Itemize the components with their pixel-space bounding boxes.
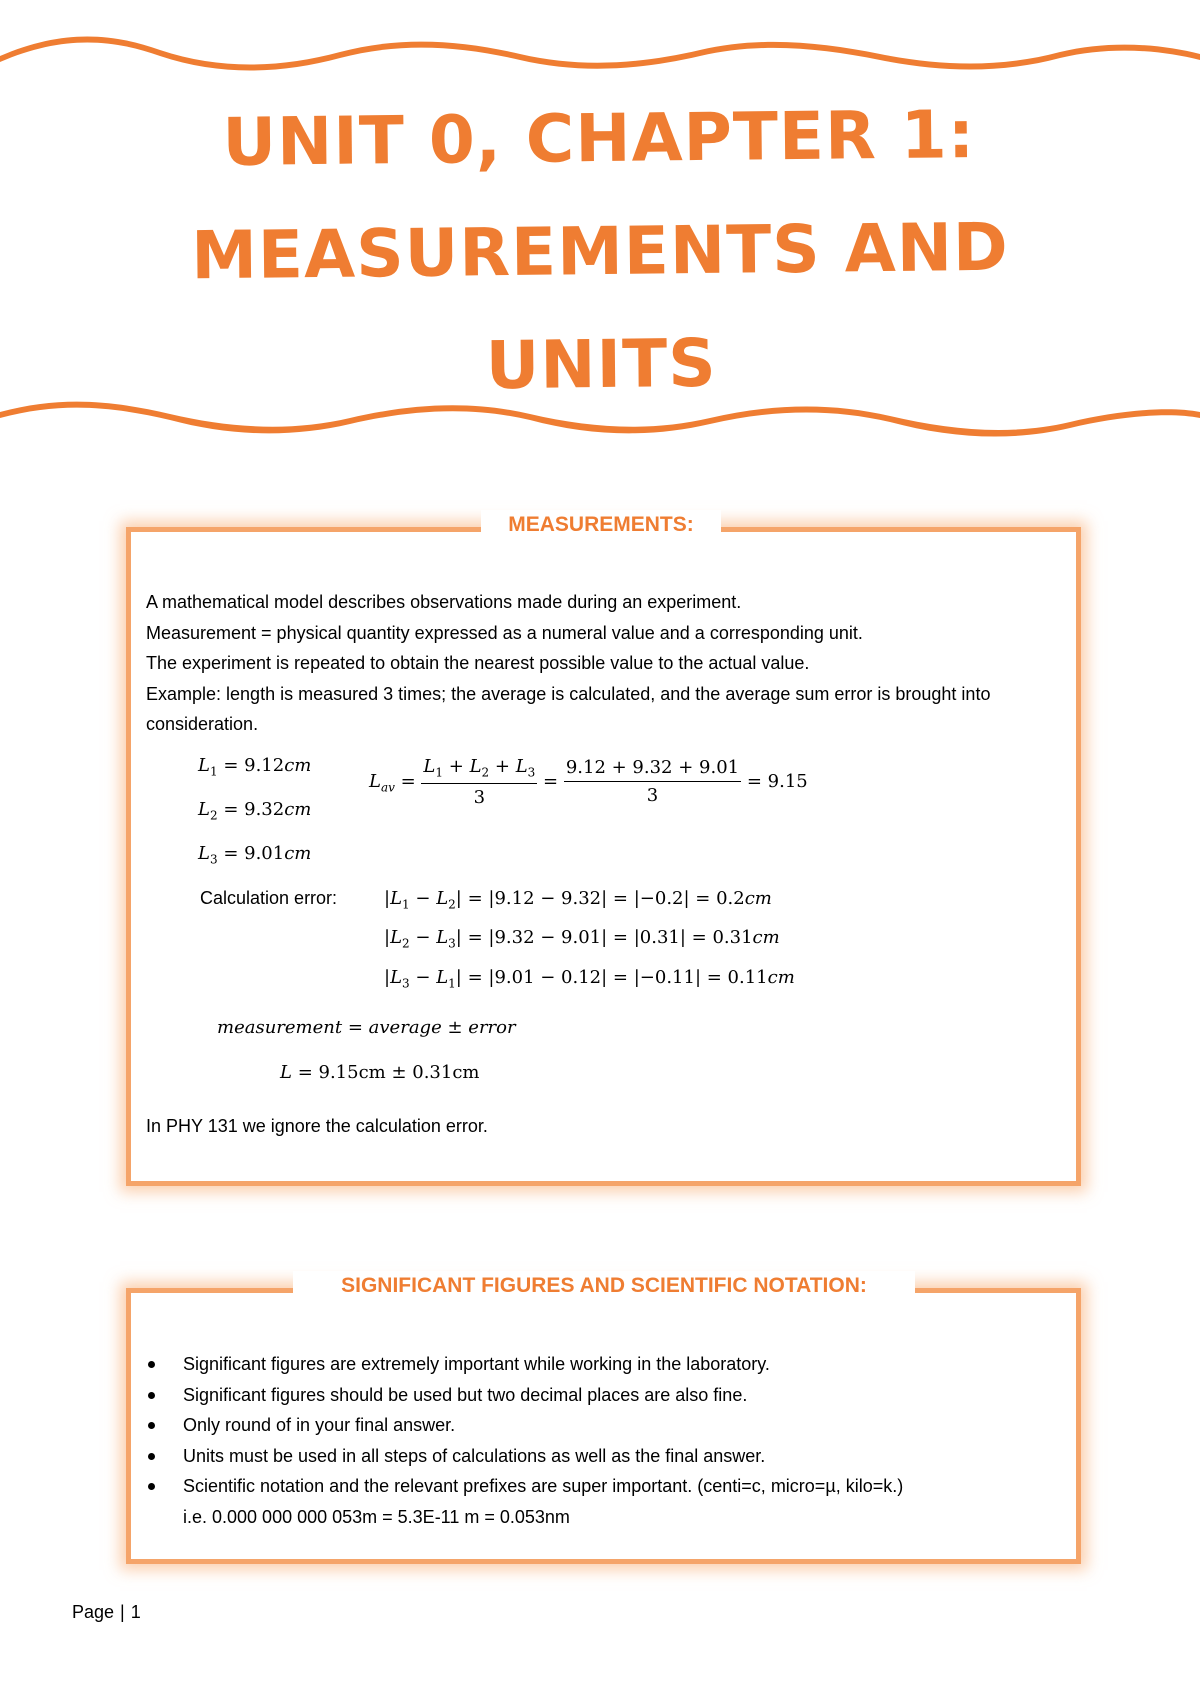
list-item: Units must be used in all steps of calculations as well as the final answer. — [146, 1441, 1056, 1472]
measurements-heading: MEASUREMENTS: — [481, 510, 721, 540]
title-line-1: UNIT 0, CHAPTER 1: — [222, 96, 976, 181]
bullet-icon — [148, 1483, 155, 1490]
measurement-result: L = 9.15cm ± 0.31cm — [280, 1062, 480, 1083]
bullet-icon — [148, 1361, 155, 1368]
page-number: 1 — [130, 1602, 141, 1622]
equation-l2: $L_2 = 9.32cm$ — [198, 799, 312, 823]
equation-l3: $L_3 = 9.01cm$ — [198, 843, 312, 867]
intro-line-1: A mathematical model describes observations made during an experiment. — [146, 592, 742, 612]
average-fraction-numeric: $\frac{9.12 + 9.32 + 9.01}{3}$ — [565, 757, 740, 807]
error-equation-1: $|L_1 - L_2| = |9.12 - 9.32| = |-0.2| = 0.2cm$ — [384, 888, 772, 912]
list-item: Significant figures are extremely important while working in the laboratory. — [146, 1349, 1056, 1380]
sigfigs-list — [146, 1349, 1056, 1532]
sigfigs-heading: SIGNIFICANT FIGURES AND SCIENTIFIC NOTATION: — [293, 1271, 915, 1301]
measurements-box — [126, 513, 1081, 1186]
calculation-error-label: Calculation error: — [200, 888, 338, 908]
page-title — [0, 76, 1200, 428]
average-equation: $L_{av}$ = $\frac{L_1 + L_2 + L_3}{3}$ = $\frac{9.12 + 9.32 + 9.01}{3}$ = 9.15 — [369, 756, 808, 808]
intro-line-4: Example: length is measured 3 times; the average is calculated, and the average sum error is brought into consideration. — [146, 683, 991, 734]
error-equation-3: $|L_3 - L_1| = |9.01 - 0.12| = |-0.11| = 0.11cm$ — [384, 967, 795, 991]
bottom-wave-border — [0, 392, 1200, 452]
sigfigs-box — [126, 1274, 1081, 1564]
bullet-icon — [148, 1392, 155, 1399]
measurements-intro — [146, 587, 1046, 740]
bullet-icon — [148, 1422, 155, 1429]
bullet-icon — [148, 1453, 155, 1460]
error-equation-2: $|L_2 - L_3| = |9.32 - 9.01| = |0.31| = 0.31cm$ — [384, 927, 780, 951]
page-separator: | — [120, 1602, 125, 1622]
average-fraction-symbolic: $\frac{L_1 + L_2 + L_3}{3}$ — [423, 756, 536, 808]
list-item: Scientific notation and the relevant prefixes are super important. (centi=c, micro=µ, kilo=k.) i.e. 0.000 000 000 053m = 5.3E-11 m = 0.053nm — [146, 1471, 1056, 1532]
title-line-2: MEASUREMENTS AND — [190, 208, 1010, 295]
intro-line-3: The experiment is repeated to obtain the nearest possible value to the actual value. — [146, 653, 810, 673]
list-item: Only round of in your final answer. — [146, 1410, 1056, 1441]
page-label: Page — [72, 1602, 115, 1622]
page-footer — [72, 1602, 141, 1623]
title-line-3: UNITS — [485, 324, 718, 405]
list-item: Significant figures should be used but two decimal places are also fine. — [146, 1380, 1056, 1411]
top-wave-border — [0, 20, 1200, 80]
equation-l1: $L_1 = 9.12cm$ — [198, 755, 312, 779]
measurement-formula: measurement = average ± error — [217, 1017, 516, 1038]
intro-line-2: Measurement = physical quantity expressed as a numeral value and a corresponding unit. — [146, 622, 863, 643]
calculation-error-note: In PHY 131 we ignore the calculation error. — [146, 1116, 488, 1136]
scientific-notation-example: i.e. 0.000 000 000 053m = 5.3E-11 m = 0.053nm — [183, 1506, 570, 1527]
